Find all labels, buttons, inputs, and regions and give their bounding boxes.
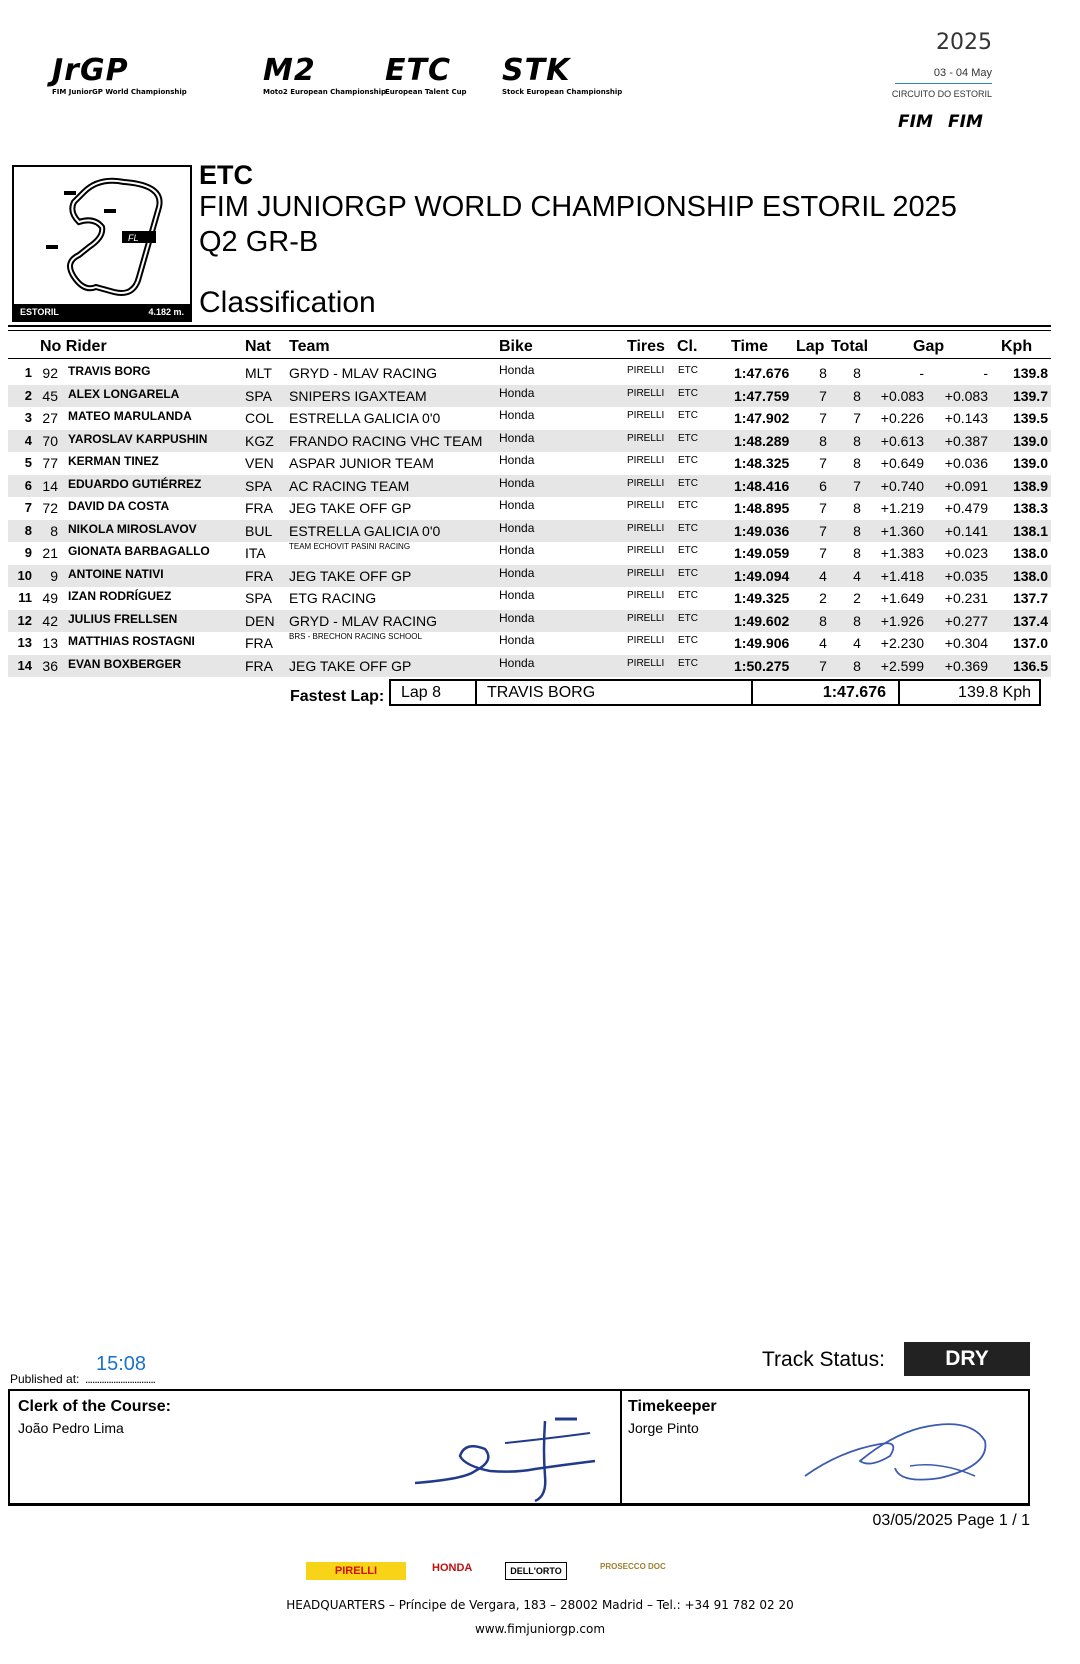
cell-nat: FRA (245, 635, 273, 651)
cell-team: TEAM ECHOVIT PASINI RACING (289, 542, 411, 551)
cell-rider: IZAN RODRÍGUEZ (68, 589, 172, 603)
signature-divider (620, 1391, 622, 1503)
col-time: Time (731, 338, 769, 355)
cell-pos: 14 (17, 657, 32, 673)
cell-kph: 136.5 (1012, 657, 1048, 674)
cell-total: 8 (853, 545, 861, 561)
cell-time: 1:49.094 (734, 567, 790, 584)
cell-total: 8 (853, 657, 861, 674)
cell-rider: YAROSLAV KARPUSHIN (68, 431, 208, 446)
table-row (8, 475, 1051, 497)
cell-kph: 138.0 (1012, 567, 1048, 584)
col-no-rider: No Rider (40, 338, 107, 355)
cell-cl: ETC (678, 477, 698, 489)
cell-bike: Honda (499, 453, 535, 467)
table-row (8, 452, 1051, 474)
cell-cl: ETC (678, 545, 698, 556)
cell-time: 1:49.602 (734, 612, 790, 629)
cell-no: 72 (42, 500, 58, 516)
cell-tires: PIRELLI (627, 387, 665, 399)
pirelli-logo: PIRELLI (306, 1562, 406, 1580)
cell-nat: SPA (245, 477, 272, 494)
clerk-signature (405, 1411, 615, 1506)
col-bike: Bike (499, 338, 533, 355)
cell-team: AC RACING TEAM (289, 477, 410, 494)
table-row (8, 362, 1051, 384)
championship-title: FIM JUNIORGP WORLD CHAMPIONSHIP ESTORIL 2025 (199, 191, 957, 223)
cell-no: 14 (42, 477, 58, 494)
cell-gap2: +0.141 (944, 522, 988, 539)
track-length: 4.182 m. (148, 307, 184, 317)
cell-gap1: +0.083 (880, 387, 924, 404)
cell-tires: PIRELLI (627, 545, 665, 556)
cell-cl: ETC (678, 635, 698, 646)
cell-gap1: +0.226 (880, 410, 924, 426)
cell-team: ESTRELLA GALICIA 0'0 (289, 522, 441, 539)
cell-time: 1:48.416 (734, 477, 790, 494)
cell-rider: JULIUS FRELLSEN (68, 611, 178, 626)
cell-no: 13 (42, 635, 58, 651)
header-rule-top (8, 325, 1051, 327)
cell-gap2: +0.143 (944, 410, 988, 426)
cell-pos: 2 (24, 387, 32, 403)
cell-gap2: +0.369 (944, 657, 988, 674)
cell-total: 4 (853, 635, 861, 651)
prosecco-logo: PROSECCO DOC (600, 1562, 666, 1571)
cell-no: 8 (50, 522, 58, 539)
cell-gap2: +0.231 (944, 590, 988, 606)
fim-europe-logo: FIM (948, 112, 983, 132)
stk-logo: STK Stock European Championship (502, 53, 623, 96)
cell-total: 8 (853, 387, 861, 404)
cell-gap1: +1.418 (880, 567, 924, 584)
cell-tires: PIRELLI (627, 365, 665, 376)
cell-nat: VEN (245, 455, 274, 471)
cell-bike: Honda (499, 385, 535, 400)
cell-bike: Honda (499, 565, 535, 580)
cell-bike: Honda (499, 543, 535, 557)
cell-time: 1:47.759 (734, 387, 790, 404)
cell-rider: MATTHIAS ROSTAGNI (68, 634, 195, 648)
col-total: Total (831, 338, 869, 355)
cell-total: 2 (853, 590, 861, 606)
cell-team: BRS - BRECHON RACING SCHOOL (289, 632, 422, 641)
cell-lap: 7 (819, 410, 827, 426)
timekeeper-name: Jorge Pinto (628, 1420, 699, 1436)
col-team: Team (289, 338, 330, 355)
event-venue: CIRCUITO DO ESTORIL (891, 89, 992, 99)
cell-nat: FRA (245, 657, 273, 674)
cell-nat: SPA (245, 387, 272, 404)
cell-pos: 12 (17, 612, 32, 628)
cell-total: 8 (853, 365, 861, 381)
cell-gap1: +1.360 (880, 522, 924, 539)
cell-lap: 6 (819, 477, 827, 494)
cell-time: 1:49.059 (734, 545, 790, 561)
timekeeper-label: Timekeeper (628, 1398, 717, 1415)
cell-no: 21 (42, 545, 58, 561)
cell-total: 4 (853, 567, 861, 584)
cell-nat: DEN (245, 612, 275, 629)
cell-pos: 11 (18, 590, 32, 605)
cell-nat: BUL (245, 522, 273, 539)
cell-kph: 137.0 (1012, 635, 1048, 651)
cell-lap: 4 (819, 567, 827, 584)
cell-no: 45 (42, 387, 58, 404)
cell-time: 1:49.036 (734, 522, 790, 539)
session-title: Q2 GR-B (199, 226, 319, 258)
cell-lap: 7 (819, 500, 827, 516)
cell-gap1: +0.740 (880, 477, 924, 494)
cell-cl: ETC (678, 365, 698, 376)
cell-tires: PIRELLI (627, 477, 665, 489)
cell-gap1: +1.926 (880, 612, 924, 629)
cell-pos: 9 (24, 545, 32, 560)
cell-team: GRYD - MLAV RACING (289, 612, 438, 629)
cell-bike: Honda (499, 430, 535, 445)
cell-tires: PIRELLI (627, 657, 665, 669)
header-rule-thin (8, 330, 1051, 331)
track-name: ESTORIL (20, 307, 59, 317)
cell-bike: Honda (499, 363, 535, 377)
cell-time: 1:48.289 (734, 432, 790, 449)
cell-tires: PIRELLI (627, 635, 665, 646)
cell-pos: 7 (24, 500, 32, 515)
cell-kph: 137.7 (1012, 590, 1048, 606)
cell-cl: ETC (678, 657, 698, 669)
cell-time: 1:47.676 (734, 365, 790, 381)
cell-gap2: +0.387 (944, 432, 988, 449)
cell-rider: GIONATA BARBAGALLO (68, 544, 210, 558)
headquarters-address: HEADQUARTERS – Príncipe de Vergara, 183 – 28002 Madrid – Tel.: +34 91 782 02 20 (286, 1598, 794, 1612)
cell-rider: KERMAN TINEZ (68, 454, 159, 468)
timekeeper-signature (800, 1406, 1010, 1496)
table-row (8, 407, 1051, 429)
cell-rider: TRAVIS BORG (68, 364, 151, 378)
cell-total: 8 (853, 455, 861, 471)
cell-lap: 8 (819, 365, 827, 381)
cell-rider: EDUARDO GUTIÉRREZ (68, 476, 202, 491)
cell-tires: PIRELLI (627, 567, 665, 579)
cell-rider: DAVID DA COSTA (68, 499, 170, 513)
cell-total: 8 (853, 500, 861, 516)
cell-gap1: +2.599 (880, 657, 924, 674)
cell-kph: 139.7 (1012, 387, 1048, 404)
cell-team: JEG TAKE OFF GP (289, 500, 412, 516)
cell-kph: 139.0 (1012, 455, 1048, 471)
cell-gap1: +1.383 (880, 545, 924, 561)
table-row (8, 542, 1051, 564)
cell-cl: ETC (678, 522, 698, 534)
cell-pos: 10 (17, 567, 32, 583)
cell-total: 7 (853, 477, 861, 494)
cell-gap1: +2.230 (880, 635, 924, 651)
cell-team: JEG TAKE OFF GP (289, 657, 412, 674)
table-row (8, 497, 1051, 519)
cell-gap2: +0.023 (944, 545, 988, 561)
cell-no: 70 (42, 432, 58, 449)
cell-nat: COL (245, 410, 274, 426)
cell-gap2: +0.035 (944, 567, 988, 584)
date-divider (895, 83, 992, 84)
published-label: Published at: (10, 1372, 80, 1386)
cell-rider: ALEX LONGARELA (68, 386, 180, 401)
page-footer: 03/05/2025 Page 1 / 1 (872, 1512, 1030, 1529)
category-title: ETC (199, 160, 253, 190)
cell-kph: 139.0 (1012, 432, 1048, 449)
track-layout-icon (14, 167, 190, 304)
cell-bike: Honda (499, 408, 535, 422)
fim-logo: FIM (898, 112, 933, 132)
cell-lap: 7 (819, 545, 827, 561)
cell-time: 1:49.325 (734, 590, 790, 606)
cell-time: 1:48.325 (734, 455, 790, 471)
col-kph: Kph (1001, 338, 1033, 355)
cell-lap: 8 (819, 432, 827, 449)
cell-cl: ETC (678, 612, 698, 624)
cell-rider: MATEO MARULANDA (68, 409, 192, 423)
cell-tires: PIRELLI (627, 612, 665, 624)
col-nat: Nat (245, 338, 271, 355)
cell-gap1: +1.649 (880, 590, 924, 606)
cell-total: 7 (853, 410, 861, 426)
cell-no: 77 (42, 455, 58, 471)
table-row (8, 610, 1051, 632)
table-row (8, 385, 1051, 407)
fastest-lap-time: 1:47.676 (751, 679, 900, 706)
cell-total: 8 (853, 612, 861, 629)
fl-label: FL (128, 233, 139, 243)
cell-no: 9 (50, 567, 58, 584)
cell-lap: 8 (819, 612, 827, 629)
cell-gap2: +0.083 (944, 387, 988, 404)
table-row (8, 520, 1051, 542)
cell-bike: Honda (499, 520, 535, 535)
col-cl: Cl. (677, 338, 698, 355)
cell-cl: ETC (678, 590, 698, 601)
cell-gap2: - (983, 365, 988, 381)
cell-pos: 13 (17, 635, 32, 650)
col-gap: Gap (913, 338, 945, 355)
cell-kph: 138.9 (1012, 477, 1048, 494)
published-dots: .............................. (85, 1372, 156, 1386)
cell-team: ESTRELLA GALICIA 0'0 (289, 410, 441, 426)
cell-gap2: +0.479 (944, 500, 988, 516)
published-time: 15:08 (96, 1353, 147, 1375)
cell-rider: EVAN BOXBERGER (68, 656, 182, 671)
cell-gap1: +1.219 (880, 500, 924, 516)
track-map (12, 165, 192, 322)
table-row (8, 632, 1051, 654)
cell-team: FRANDO RACING VHC TEAM (289, 432, 483, 449)
cell-kph: 137.4 (1012, 612, 1048, 629)
cell-pos: 6 (24, 477, 32, 493)
col-lap: Lap (796, 338, 825, 355)
cell-total: 8 (853, 432, 861, 449)
col-tires: Tires (627, 338, 665, 355)
cell-nat: ITA (245, 545, 266, 561)
cell-cl: ETC (678, 455, 698, 466)
cell-team: SNIPERS IGAXTEAM (289, 387, 427, 404)
track-info-bar (14, 304, 190, 320)
cell-pos: 8 (24, 522, 32, 538)
cell-no: 27 (42, 410, 58, 426)
cell-no: 49 (42, 590, 58, 606)
cell-time: 1:48.895 (734, 500, 790, 516)
cell-kph: 139.8 (1012, 365, 1048, 381)
cell-cl: ETC (678, 567, 698, 579)
cell-kph: 138.0 (1012, 545, 1048, 561)
honda-logo: HONDA (432, 1562, 473, 1574)
cell-rider: ANTOINE NATIVI (68, 566, 164, 581)
cell-team: ASPAR JUNIOR TEAM (289, 455, 434, 471)
cell-gap1: +0.649 (880, 455, 924, 471)
track-status-label: Track Status: (762, 1348, 885, 1371)
cell-gap2: +0.304 (944, 635, 988, 651)
cell-time: 1:49.906 (734, 635, 790, 651)
cell-bike: Honda (499, 655, 535, 670)
cell-no: 92 (42, 365, 58, 381)
cell-tires: PIRELLI (627, 500, 665, 511)
table-row (8, 430, 1051, 452)
cell-lap: 7 (819, 387, 827, 404)
cell-bike: Honda (499, 610, 535, 625)
cell-nat: FRA (245, 500, 273, 516)
cell-tires: PIRELLI (627, 590, 665, 601)
event-dates: 03 - 04 May (933, 67, 992, 79)
clerk-label: Clerk of the Course: (18, 1398, 171, 1415)
cell-cl: ETC (678, 500, 698, 511)
track-status-badge: DRY (904, 1342, 1030, 1376)
cell-time: 1:50.275 (734, 657, 790, 674)
cell-tires: PIRELLI (627, 410, 665, 421)
fastest-lap-speed: 139.8 Kph (898, 679, 1041, 706)
cell-gap1: +0.613 (880, 432, 924, 449)
event-year: 2025 (936, 30, 992, 55)
cell-kph: 139.5 (1012, 410, 1048, 426)
cell-lap: 7 (819, 522, 827, 539)
cell-team: GRYD - MLAV RACING (289, 365, 438, 381)
cell-gap2: +0.277 (944, 612, 988, 629)
table-row (8, 565, 1051, 587)
cell-gap2: +0.091 (944, 477, 988, 494)
cell-gap1: - (919, 365, 924, 381)
document-title: Classification (199, 286, 376, 319)
cell-pos: 5 (24, 455, 32, 470)
cell-total: 8 (853, 522, 861, 539)
cell-team: ETG RACING (289, 590, 377, 606)
cell-nat: FRA (245, 567, 273, 584)
cell-team: JEG TAKE OFF GP (289, 567, 412, 584)
cell-cl: ETC (678, 432, 698, 444)
cell-kph: 138.1 (1012, 522, 1048, 539)
cell-kph: 138.3 (1012, 500, 1048, 516)
cell-nat: KGZ (245, 432, 274, 449)
cell-lap: 4 (819, 635, 827, 651)
etc-logo: ETC European Talent Cup (385, 53, 467, 96)
website[interactable]: www.fimjuniorgp.com (474, 1622, 606, 1636)
cell-tires: PIRELLI (627, 522, 665, 534)
signature-box (8, 1389, 1030, 1506)
cell-nat: MLT (245, 365, 272, 381)
cell-bike: Honda (499, 588, 535, 602)
cell-bike: Honda (499, 498, 535, 512)
table-row (8, 655, 1051, 677)
dellorto-logo: DELL'ORTO (505, 1562, 567, 1580)
header-rule-bottom (8, 358, 1051, 359)
fastest-lap-number: Lap 8 (389, 679, 477, 706)
cell-lap: 7 (819, 455, 827, 471)
cell-nat: SPA (245, 590, 272, 606)
cell-lap: 7 (819, 657, 827, 674)
cell-lap: 2 (819, 590, 827, 606)
cell-cl: ETC (678, 410, 698, 421)
clerk-name: João Pedro Lima (18, 1420, 124, 1436)
fastest-lap-label: Fastest Lap: (290, 688, 385, 705)
cell-bike: Honda (499, 475, 535, 490)
table-row (8, 587, 1051, 609)
cell-tires: PIRELLI (627, 432, 665, 444)
cell-pos: 1 (24, 365, 32, 380)
cell-rider: NIKOLA MIROSLAVOV (68, 521, 197, 536)
cell-cl: ETC (678, 387, 698, 399)
cell-tires: PIRELLI (627, 455, 665, 466)
fastest-lap-rider: TRAVIS BORG (475, 679, 753, 706)
jrgp-logo: JrGP FIM JuniorGP World Championship (52, 53, 187, 96)
cell-pos: 4 (24, 432, 32, 448)
m2-logo: M2 Moto2 European Championship (263, 53, 387, 96)
cell-time: 1:47.902 (734, 410, 790, 426)
cell-bike: Honda (499, 633, 535, 647)
cell-gap2: +0.036 (944, 455, 988, 471)
cell-pos: 3 (24, 410, 32, 425)
cell-no: 36 (42, 657, 58, 674)
cell-no: 42 (42, 612, 58, 629)
